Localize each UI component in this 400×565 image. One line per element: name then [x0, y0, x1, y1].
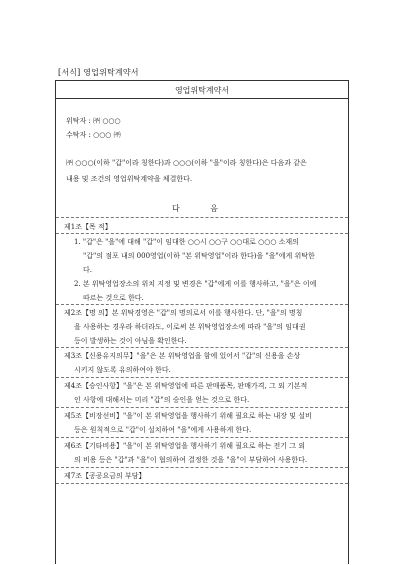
article-6-line: 의 비용 등은 "갑"과 "을"이 협의하여 결정한 것을 "을"이 부담하여 사용한다. — [74, 456, 308, 464]
article-7-title: 제7조【공공요금의 부담】 — [64, 472, 146, 480]
article-1-title: 제1조【목 적】 — [64, 223, 112, 231]
preamble-line-1: ㈜ ○○○(이하 "갑"이라 칭한다)과 ○○○(이하 "을"이라 칭한다)은 다음과 같은 — [66, 159, 307, 167]
consignor-line: 위탁자 : ㈜ ○○○ — [66, 117, 121, 125]
article-divider — [56, 304, 348, 305]
article-1-line: "갑"의 점포 내의 000영업(이하 "본 위탁영업"이라 한다)을 "을"에게 위탁한 — [83, 252, 315, 260]
heading-dagum: 다 음 — [172, 204, 232, 213]
article-4-line: 제4조【승인사항】"을"은 본 위탁영업에 따른 판매품목, 판매가격, 그 외 기본적 — [64, 382, 308, 390]
article-divider — [56, 437, 348, 438]
article-divider — [56, 467, 348, 468]
article-divider — [56, 347, 348, 348]
article-1-line: 2. 본 위탁영업장소의 위치 지정 및 변경은 "갑"에게 이를 행사하고, "을"은 이에 — [74, 280, 317, 288]
article-1-line: 따르는 것으로 한다. — [83, 294, 144, 302]
article-divider — [56, 407, 348, 408]
document-title: 영업위탁계약서 — [174, 86, 230, 95]
title-divider — [56, 98, 348, 99]
article-divider — [56, 483, 348, 484]
article-5-line: 제5조【비장선비】"을"이 본 위탁영업을 행사하기 위해 필요로 하는 내장 및 설비 — [64, 412, 312, 420]
article-2-line: 을 사용하는 경우라 하더라도, 이로써 본 위탁영업장소에 따라 "을"의 임대권 — [74, 323, 306, 331]
article-2-line: 제2조【명 의】본 위탁경영은 "갑"의 명의로서 이를 행사한다. 단, "을"의 명칭 — [64, 309, 303, 317]
article-1-line: 1. "갑"은 "을"에 대해 "갑"이 임대한 ○○시 ○○구 ○○대로 ○○○ 소재의 — [74, 238, 299, 246]
article-4-line: 인 사항에 대해서는 미리 "갑"의 승인을 얻는 것으로 한다. — [74, 396, 250, 404]
preamble-line-2: 내용 및 조건의 영업위탁계약을 체결한다. — [66, 175, 193, 183]
article-6-line: 제6조【기타비용】"을"이 본 위탁영업을 행사하기 위해 필요로 하는 전기 그 외 — [64, 442, 306, 450]
article-5-line: 등은 원칙적으로 "갑"이 설치하여 "을"에게 사용하게 한다. — [74, 426, 252, 434]
article-2-line: 등이 발생하는 것이 아님을 확인한다. — [74, 337, 187, 345]
form-label: [서식] 영업위탁계약서 — [58, 68, 139, 77]
article-3-line: 시키지 않도록 유의하여야 한다. — [74, 366, 171, 374]
article-divider — [56, 233, 348, 234]
article-3-line: 제3조【신용유지의무】"을"은 본 위탁영업을 함에 있어서 "갑"의 신용을 손상 — [64, 352, 301, 360]
article-divider — [56, 377, 348, 378]
consignee-line: 수탁자 : ○○○ ㈜ — [66, 131, 121, 139]
article-1-line: 다. — [83, 266, 92, 274]
contract-frame — [55, 80, 349, 564]
heading-divider — [56, 217, 348, 218]
